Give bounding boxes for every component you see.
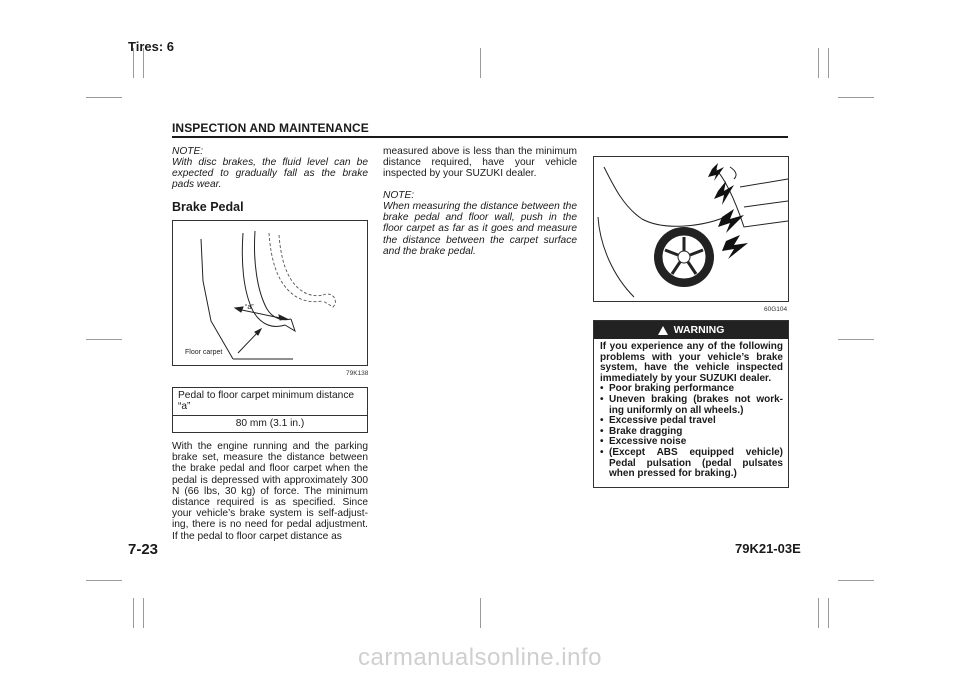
warning-intro: If you experience any of the following problems with your vehicle’s brake system, have the vehicle inspected immediately by your SUZUKI dealer. — [600, 341, 783, 384]
warning-list-item: • Poor braking performance — [600, 384, 783, 395]
floor-carpet-label: Floor carpet — [185, 349, 223, 356]
car-wheel-illustration — [594, 157, 788, 301]
warning-body — [594, 339, 788, 480]
crop-mark — [838, 97, 874, 98]
crop-mark — [480, 48, 481, 78]
note-label: NOTE: — [172, 146, 204, 157]
note-label: NOTE: — [383, 190, 415, 201]
crop-mark — [143, 598, 144, 628]
warning-list-item: • Uneven braking (brakes not work-ing uniformly on all wheels.) — [600, 395, 783, 416]
watermark: carmanualsonline.info — [358, 644, 602, 671]
noise-bolt-icons — [708, 163, 748, 259]
brake-pedal-illustration — [173, 221, 367, 365]
warning-header — [594, 321, 788, 339]
crop-mark — [86, 339, 122, 340]
warning-list-item: • Brake dragging — [600, 427, 783, 438]
warning-triangle-icon — [658, 326, 668, 335]
spec-table — [172, 387, 368, 433]
note-text: When measuring the distance between the brake pedal and floor wall, push in the floor carpet as far as it goes and measure the distance between the carpet surface and the brake pedal. — [383, 201, 577, 257]
crop-mark — [818, 598, 819, 628]
crop-mark — [86, 580, 122, 581]
warning-list — [600, 384, 783, 479]
document-code: 79K21-03E — [735, 541, 801, 556]
brake-pedal-figure — [172, 220, 368, 366]
crop-mark — [86, 97, 122, 98]
dimension-label-a: “a” — [245, 304, 254, 311]
crop-mark — [838, 580, 874, 581]
crop-mark — [828, 48, 829, 78]
crop-mark — [133, 598, 134, 628]
crop-mark — [828, 598, 829, 628]
warning-list-item: • (Except ABS equipped vehicle) Pedal pulsation (pedal pulsates when pressed for braking.) — [600, 448, 783, 480]
note-text: With disc brakes, the fluid level can be expected to gradually fall as the brake pads wear. — [172, 157, 368, 191]
wheel-noise-figure — [593, 156, 789, 302]
chapter-tab-title: Tires: 6 — [128, 39, 175, 54]
warning-list-item: • Excessive noise — [600, 437, 783, 448]
subheading-brake-pedal: Brake Pedal — [172, 200, 244, 214]
section-title: INSPECTION AND MAINTENANCE — [172, 121, 369, 135]
crop-mark — [838, 339, 874, 340]
warning-box — [593, 320, 789, 488]
wheel-icon — [654, 227, 714, 287]
body-paragraph-continued: measured above is less than the minimum distance required, have your vehicle inspected by your SUZUKI dealer. — [383, 146, 577, 180]
crop-mark — [818, 48, 819, 78]
warning-title: WARNING — [673, 324, 725, 336]
figure-code: 79K138 — [346, 370, 369, 377]
spec-label: Pedal to floor carpet minimum distance “a” — [173, 388, 367, 416]
body-paragraph: With the engine running and the parking brake set, measure the distance between the brake pedal and floor carpet when the pedal is depressed with approximately 300 N (66 lbs, 30 kg) of force. The minimum distance required is as specified. Since your vehicle’s brake system is self-adjust-ing, there is no need for pedal adjustment. If the pedal to floor carpet distance as — [172, 441, 368, 542]
header-rule — [172, 136, 788, 138]
crop-mark — [480, 598, 481, 628]
warning-list-item: • Excessive pedal travel — [600, 416, 783, 427]
page-number: 7-23 — [128, 541, 159, 558]
figure-code: 60G104 — [764, 306, 788, 313]
spec-value: 80 mm (3.1 in.) — [235, 418, 305, 429]
